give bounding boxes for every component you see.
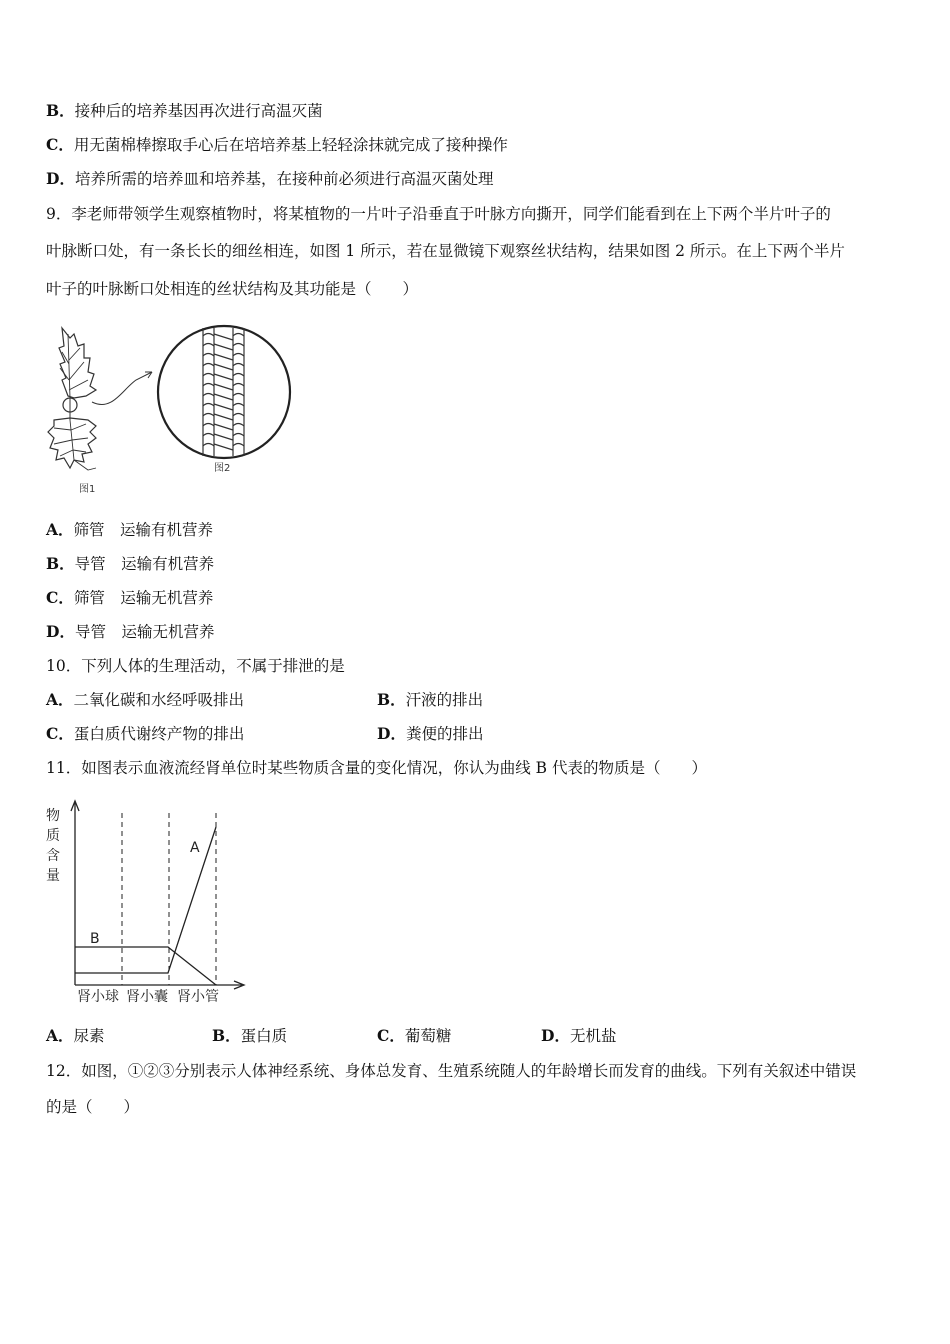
leaf-vein-figure: [40, 320, 300, 500]
microscope-view-circle: [158, 326, 290, 458]
q11-option-b: B．蛋白质: [212, 1026, 288, 1045]
q9-option-b: B．导管 运输有机营养: [46, 554, 215, 573]
q9-option-c: C．筛管 运输无机营养: [46, 588, 214, 607]
upper-leaf-half: [59, 328, 96, 398]
y-axis-label-char-4: 量: [46, 868, 60, 884]
curve-b-label: B: [90, 931, 100, 947]
curve-a-label: A: [190, 840, 200, 856]
lower-leaf-veins: [54, 420, 96, 470]
region-label-glomerulus: 肾小球: [77, 989, 119, 1005]
y-axis-label-char-3: 含: [46, 848, 60, 864]
figure-1-caption: 图1: [79, 484, 96, 495]
q9-stem-line-3: 叶子的叶脉断口处相连的丝状结构及其功能是（ ）: [46, 280, 419, 298]
q9-stem-line-1: 9．李老师带领学生观察植物时，将某植物的一片叶子沿垂直于叶脉方向撕开，同学们能看到在上下两个半片叶子的: [46, 205, 831, 223]
q10-option-c: C．蛋白质代谢终产物的排出: [46, 724, 245, 743]
region-label-capsule: 肾小囊: [126, 989, 168, 1005]
q9-stem-line-2: 叶脉断口处，有一条长长的细丝相连，如图 1 所示，若在显微镜下观察丝状结构，结果如图 2 所示。在上下两个半片: [46, 242, 845, 260]
y-axis-label-char-1: 物: [46, 808, 60, 824]
vessel-structure: [203, 328, 244, 456]
region-label-tubule: 肾小管: [177, 989, 219, 1005]
q10-option-d: D．粪便的排出: [377, 724, 484, 743]
y-axis-label-char-2: 质: [46, 828, 60, 844]
q11-option-a: A．尿素: [46, 1026, 105, 1045]
q8-option-b: B．接种后的培养基因再次进行高温灭菌: [46, 101, 323, 120]
q8-option-d: D．培养所需的培养皿和培养基，在接种前必须进行高温灭菌处理: [46, 169, 494, 188]
q10-option-a: A．二氧化碳和水经呼吸排出: [46, 690, 245, 709]
connector-arrow: [92, 372, 152, 405]
curve-b: [75, 947, 216, 985]
figure-2-caption: 图2: [214, 463, 231, 474]
q10-stem: 10．下列人体的生理活动，不属于排泄的是: [46, 657, 345, 675]
q11-option-d: D．无机盐: [541, 1026, 617, 1045]
q9-option-a: A．筛管 运输有机营养: [46, 520, 214, 539]
q11-option-c: C．葡萄糖: [377, 1026, 452, 1045]
kidney-substance-chart: [40, 795, 255, 1010]
q9-option-d: D．导管 运输无机营养: [46, 622, 215, 641]
q12-stem-line-2: 的是（ ）: [46, 1098, 140, 1116]
q12-stem-line-1: 12．如图，①②③分别表示人体神经系统、身体总发育、生殖系统随人的年龄增长而发育的曲线。下列有关叙述中错误: [46, 1062, 857, 1080]
q8-option-c: C．用无菌棉棒擦取手心后在培培养基上轻轻涂抹就完成了接种操作: [46, 135, 508, 154]
q11-stem: 11．如图表示血液流经肾单位时某些物质含量的变化情况，你认为曲线 B 代表的物质是（ ）: [46, 759, 707, 777]
q10-option-b: B．汗液的排出: [377, 690, 484, 709]
